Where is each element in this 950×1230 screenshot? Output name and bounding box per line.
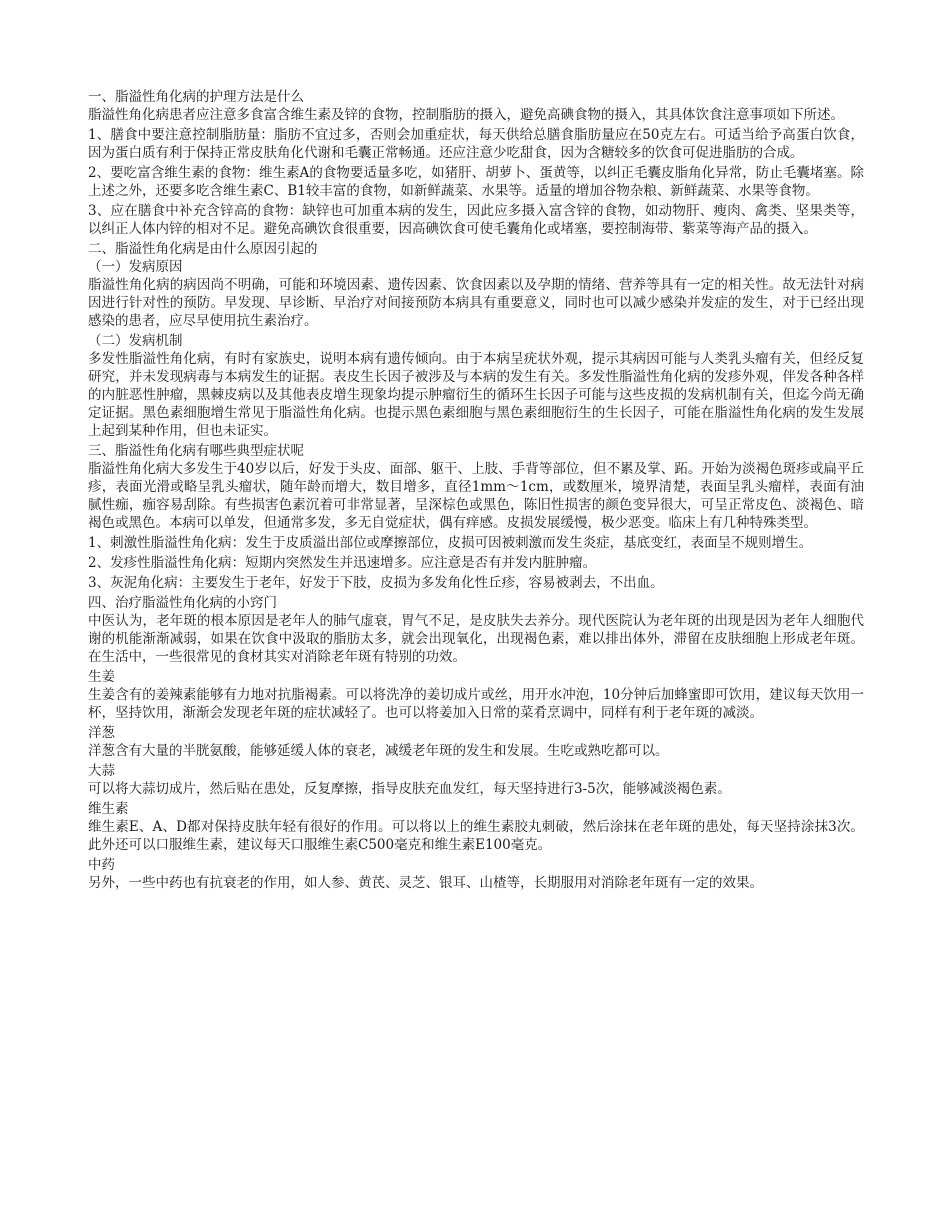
tip-text-herb: 另外，一些中药也有抗衰老的作用，如人参、黄芪、灵芝、银耳、山楂等，长期服用对消除老年斑有一定的效果。 (88, 875, 763, 891)
tip-text-onion: 洋葱含有大量的半胱氨酸，能够延缓人体的衰老，减缓老年斑的发生和发展。生吃或熟吃都可以。 (88, 743, 669, 759)
care-item-zinc: 3、应在膳食中补充含锌高的食物：缺锌也可加重本病的发生，因此应多摄入富含锌的食物，如动物肝、瘦肉、禽类、坚果类等，以纠正人体内锌的相对不足。避免高碘饮食很重要，因高碘饮食可使毛囊角化或堵塞，要控制海带、紫菜等海产品的摄入。 (88, 203, 864, 237)
cause-origin-paragraph: 脂溢性角化病的病因尚不明确，可能和环境因素、遗传因素、饮食因素以及孕期的情绪、营养等具有一定的相关性。故无法针对病因进行针对性的预防。早发现、早诊断、早治疗对间接预防本病具有重要意义，同时也可以减少感染并发症的发生，对于已经出现感染的患者，应尽早使用抗生素治疗。 (88, 277, 864, 329)
tip-text-garlic: 可以将大蒜切成片，然后贴在患处，反复摩擦，指导皮肤充血发红，每天坚持进行3-5次，能够减淡褐色素。 (88, 781, 731, 797)
tip-title-garlic: 大蒜 (88, 763, 115, 779)
tips-intro-paragraph: 中医认为，老年斑的根本原因是老年人的肺气虚衰，胃气不足，是皮肤失去养分。现代医院认为老年斑的出现是因为老年人细胞代谢的机能渐渐减弱，如果在饮食中汲取的脂肪太多，就会出现氧化，出现褐色素，难以排出体外，滞留在皮肤细胞上形成老年斑。在生活中，一些很常见的食材其实对消除老年斑有特别的功效。 (88, 613, 864, 665)
subheading-mechanism: （二）发病机制 (88, 333, 183, 349)
tip-title-ginger: 生姜 (88, 669, 115, 685)
symptom-type-stucco: 3、灰泥角化病：主要发生于老年，好发于下肢，皮损为多发角化性丘疹，容易被剥去，不出血。 (88, 575, 664, 591)
symptoms-intro-paragraph: 脂溢性角化病大多发生于40岁以后，好发于头皮、面部、躯干、上肢、手背等部位，但不累及掌、跖。开始为淡褐色斑疹或扁平丘疹，表面光滑或略呈乳头瘤状，随年龄而增大，数目增多，直径1mm～1cm，或数厘米，境界清楚，表面呈乳头瘤样，表面有油腻性痂，痂容易刮除。有些损害色素沉着可非常显著，呈深棕色或黑色，陈旧性损害的颜色变异很大，可呈正常皮色、淡褐色、暗褐色或黑色。本病可以单发，但通常多发，多无自觉症状，偶有痒感。皮损发展缓慢，极少恶变。临床上有几种特殊类型。 (88, 461, 864, 531)
care-item-vitamin: 2、要吃富含维生素的食物：维生素A的食物要适量多吃，如猪肝、胡萝卜、蛋黄等，以纠正毛囊皮脂角化异常，防止毛囊堵塞。除上述之外，还要多吃含维生素C、B1较丰富的食物，如新鲜蔬菜、水果等。适量的增加谷物杂粮、新鲜蔬菜、水果等食物。 (88, 165, 864, 199)
tip-title-onion: 洋葱 (88, 725, 115, 741)
care-item-fat: 1、膳食中要注意控制脂肪量：脂肪不宜过多，否则会加重症状，每天供给总膳食脂肪量应在50克左右。可适当给予高蛋白饮食，因为蛋白质有利于保持正常皮肤角化代谢和毛囊正常畅通。还应注意少吃甜食，因为含糖较多的饮食可促进脂肪的合成。 (88, 127, 865, 161)
section-heading-symptoms: 三、脂溢性角化病有哪些典型症状呢 (88, 443, 304, 459)
mechanism-paragraph: 多发性脂溢性角化病，有时有家族史，说明本病有遗传倾向。由于本病呈疣状外观，提示其病因可能与人类乳头瘤有关，但经反复研究，并未发现病毒与本病发生的证据。表皮生长因子被涉及与本病的发生有关。多发性脂溢性角化病的发疹外观，伴发各种各样的内脏恶性肿瘤，黑棘皮病以及其他表皮增生现象均提示肿瘤衍生的循环生长因子可能与这些皮损的发病机制有关，但迄今尚无确定证据。黑色素细胞增生常见于脂溢性角化病。也提示黑色素细胞与黑色素细胞衍生的生长因子，可能在脂溢性角化病的发生发展上起到某种作用，但也未证实。 (88, 351, 864, 439)
tip-text-ginger: 生姜含有的姜辣素能够有力地对抗脂褐素。可以将洗净的姜切成片或丝，用开水冲泡，10分钟后加蜂蜜即可饮用，建议每天饮用一杯，坚持饮用，渐渐会发现老年斑的症状减轻了。也可以将姜加入日常的菜肴烹调中，同样有利于老年斑的减淡。 (88, 687, 864, 721)
section-heading-care: 一、脂溢性角化病的护理方法是什么 (88, 89, 304, 105)
symptom-type-irritated: 1、刺激性脂溢性角化病：发生于皮质溢出部位或摩擦部位，皮损可因被刺激而发生炎症，基底变红，表面呈不规则增生。 (88, 535, 813, 551)
symptom-type-eruptive: 2、发疹性脂溢性角化病：短期内突然发生并迅速增多。应注意是否有并发内脏肿瘤。 (88, 555, 597, 571)
tip-text-vitamin: 维生素E、A、D都对保持皮肤年轻有很好的作用。可以将以上的维生素胶丸刺破，然后涂抹在老年斑的患处，每天坚持涂抹3次。此外还可以口服维生素，建议每天口服维生素C500毫克和维生素E100毫克。 (88, 819, 864, 853)
section-heading-tips: 四、治疗脂溢性角化病的小窍门 (88, 595, 277, 611)
subheading-cause-origin: （一）发病原因 (88, 259, 183, 275)
tip-title-vitamin: 维生素 (88, 801, 129, 817)
tip-title-herb: 中药 (88, 857, 115, 873)
section-heading-cause: 二、脂溢性角化病是由什么原因引起的 (88, 241, 318, 257)
document-body (88, 88, 864, 894)
care-intro-paragraph: 脂溢性角化病患者应注意多食富含维生素及锌的食物，控制脂肪的摄入，避免高碘食物的摄入，其具体饮食注意事项如下所述。 (88, 107, 844, 123)
